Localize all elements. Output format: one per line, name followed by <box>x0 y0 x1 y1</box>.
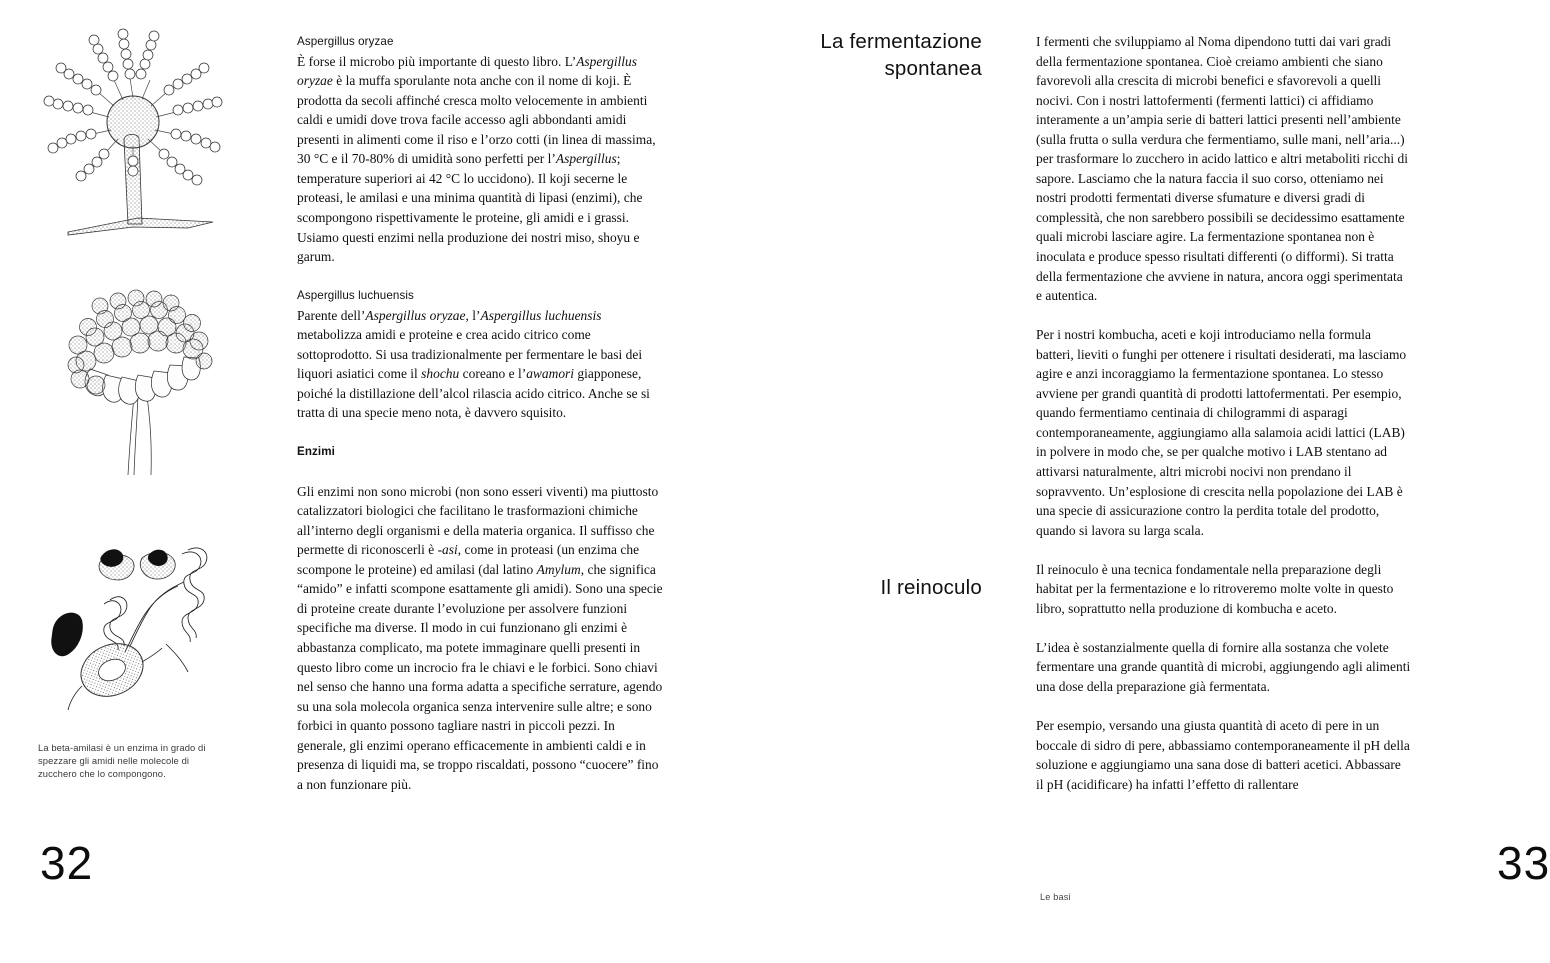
left-page <box>0 0 722 963</box>
subheading-aspergillus-oryzae: Aspergillus oryzae <box>297 35 394 48</box>
paragraph-enzimi: Gli enzimi non sono microbi (non sono esseri viventi) ma piuttosto catalizzatori biologici che facilitano le trasformazioni chimiche all’interno degli organismi e della materia organica. Il suffisso che permette di riconoscerli è -asi, come in proteasi (un enzima che scompone le proteine) ed amilasi (dal latino Amylum, che significa “amido” e infatti scompone esattamente gli amidi). Sono una specie di proteine create durante l’evoluzione per assolvere funzioni specifiche ma diverse. Il modo in cui funzionano gli enzimi è abbastanza complicato, ma potete immaginare quelli presenti in questo libro come un incrocio fra le chiavi e le forbici. Sono chiavi nel senso che hanno una forma adatta a specifiche serrature, agendo su una sola molecola organica senza intervenire sulle altre; e sono forbici in quanto possono tagliare nastri in piccoli pezzi. In generale, gli enzimi operano efficacemente in ambienti caldi e in presenza di liquidi ma, se troppo riscaldati, possono “cuocere” fino a non funzionare più. <box>297 483 663 792</box>
paragraph-spacer <box>297 462 667 482</box>
paragraph-fermentazione-1: I fermenti che sviluppiamo al Noma dipendono tutti dai vari gradi della fermentazione spontanea. Cioè creiamo ambienti che siano favorevoli alla crescita di microbi benefici e sfavorevoli a quelli nocivi. Con i nostri lattofermenti (fermenti lattici) ci affidiamo interamente a un’ampia serie di batteri lattici presenti nell’ambiente (sulla frutta o sulla verdura che fermentiamo, sulle mani, nell’aria...) per trasformare lo zucchero in acido lattico e altri metaboliti ricchi di sapore. Lasciamo che la natura faccia il suo corso, otteniamo nei nostri prodotti fermentati diverse sfumature e diversi gradi di complessità, che non sarebbero possibili se decidessimo esattamente quali microbi lasciare agire. La fermentazione spontanea non è inoculata e produce spesso risultati differenti (o difformi). Si tratta della fermentazione che avviene in natura, ancora oggi sperimentata e autentica. <box>1036 34 1408 304</box>
section-heading-reinoculo: Il reinoculo <box>880 576 982 599</box>
paragraph-reinoculo-3: Per esempio, versando una giusta quantità di aceto di pere in un boccale di sidro di pere, abbassiamo contemporaneamente il pH della soluzione e aggiungiamo una sana dose di batteri acetici. Abbassare il pH (acidificare) ha infatti l’effetto di rallentare <box>1036 717 1410 792</box>
paragraph-spacer <box>297 267 667 287</box>
paragraph-reinoculo-2: L’idea è sostanzialmente quella di fornire alla sostanza che volete fermentare una grande quantità di microbi, aggiungendo agli alimenti una dose della preparazione già fermentata. <box>1036 639 1411 694</box>
paragraph-spacer <box>1036 306 1411 326</box>
aspergillus-oryzae-conidiophore-illustration <box>38 22 246 277</box>
paragraph-spacer <box>1036 618 1411 638</box>
paragraph-reinoculo-1: Il reinoculo è una tecnica fondamentale nella preparazione degli habitat per la fermentazione e lo ritroveremo molte volte in questo libro, soprattutto nella produzione di kombucha e aceto. <box>1036 561 1394 616</box>
left-page-body-column <box>297 32 667 794</box>
paragraph-aspergillus-luchuensis: Parente dell’Aspergillus oryzae, l’Aspergillus luchuensis metabolizza amidi e proteine e crea acido citrico come sottoprodotto. Si usa tradizionalmente per fermentare le basi dei liquori asiatici come il shochu coreano e l’awamori giapponese, poiché la distillazione dell’alcol rilascia acido citrico. Anche se si tratta di una specie meno nota, è davvero squisito. <box>297 307 650 421</box>
right-page <box>722 0 1550 963</box>
aspergillus-luchuensis-conidia-cluster-illustration <box>38 287 246 477</box>
beta-amylase-enzyme-ribbon-illustration <box>38 522 246 717</box>
section-heading-fermentazione-spontanea-line1: La fermentazione <box>820 30 982 53</box>
paragraph-spacer <box>297 423 667 443</box>
page-number-right: 33 <box>1497 837 1550 889</box>
right-page-heading-column <box>752 28 982 601</box>
illustration-margin-column <box>38 22 246 781</box>
paragraph-spacer <box>1036 540 1411 560</box>
paragraph-spacer <box>1036 696 1411 716</box>
subheading-enzimi: Enzimi <box>297 445 335 459</box>
running-footer-section-name: Le basi <box>1040 892 1071 902</box>
right-page-body-column <box>1036 32 1411 794</box>
page-number-left: 32 <box>40 837 94 889</box>
figure-caption: La beta-amilasi è un enzima in grado di spezzare gli amidi nelle molecole di zucchero che lo compongono. <box>38 742 206 780</box>
heading-spacer <box>752 82 982 574</box>
paragraph-fermentazione-2: Per i nostri kombucha, aceti e koji introduciamo nella formula batteri, lieviti o funghi per ottenere i risultati desiderati, ma lasciamo agire e anzi incoraggiamo la fermentazione spontanea. Lo stesso avviene per grandi quantità di prodotti lattofermentati. Per esempio, quando fermentiamo centinaia di chilogrammi di asparagi contemporaneamente, aggiungiamo alla salamoia acidi lattici (LAB) in polvere in modo che, se per qualche motivo i LAB stentano ad attivarsi naturalmente, altri microbi nocivi non prendano il sopravvento. Un’esplosione di crescita nella popolazione dei LAB è una specie di assicurazione contro la perdita totale del prodotto, quando si lavora su larga scala. <box>1036 327 1407 538</box>
paragraph-aspergillus-oryzae: È forse il microbo più importante di questo libro. L’Aspergillus oryzae è la muffa sporulante nota anche con il nome di koji. È prodotta da secoli affinché cresca molto velocemente in ambienti caldi e umidi dove trova facile accesso agli abbondanti amidi presenti in alimenti come il riso e l’orzo cotti (in linea di massima, 30 °C e il 70-80% di umidità sono perfetti per l’Aspergillus; temperature superiori ai 42 °C lo uccidono). Il koji secerne le proteasi, le amilasi e una minima quantità di lipasi (enzimi), che scompongono rispettivamente le proteine, gli amidi e i grassi. Usiamo questi enzimi nella produzione dei nostri miso, shoyu e garum. <box>297 53 656 265</box>
subheading-aspergillus-luchuensis: Aspergillus luchuensis <box>297 289 414 303</box>
section-heading-fermentazione-spontanea-line2: spontanea <box>884 57 982 80</box>
